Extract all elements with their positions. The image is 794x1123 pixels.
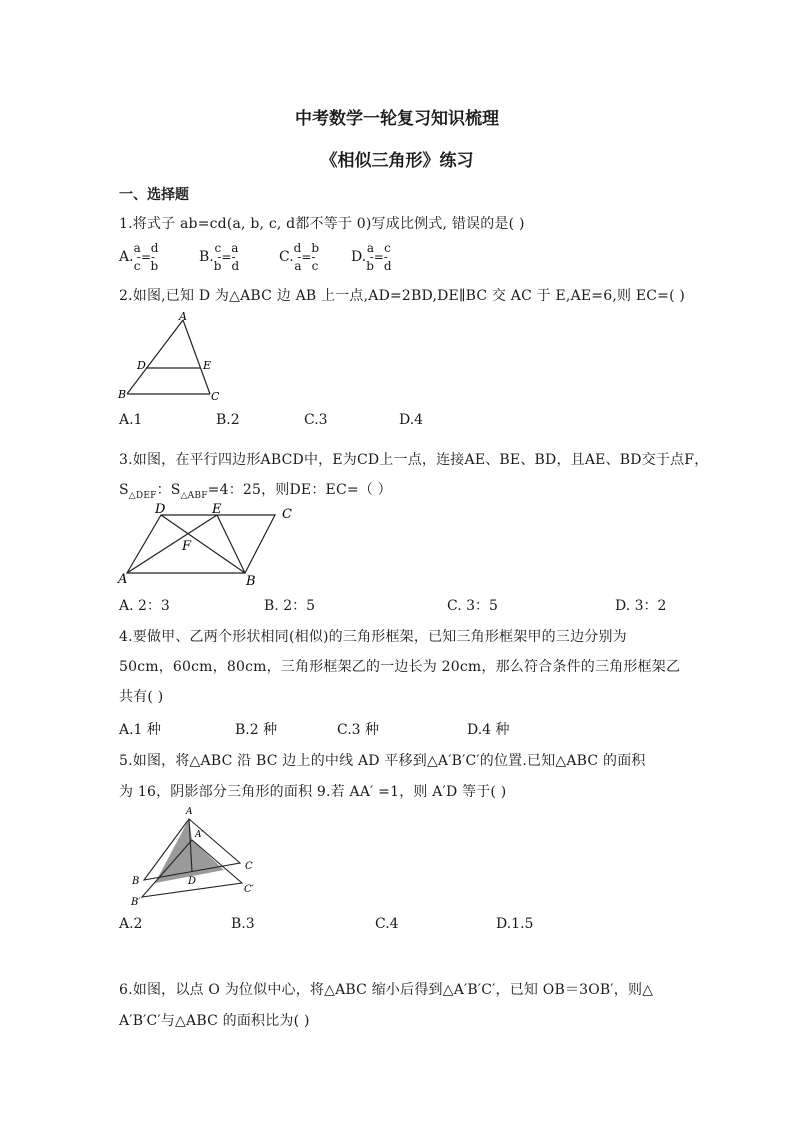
fraction-numerator: b: [311, 241, 320, 255]
question-2-option-c: C.3: [304, 412, 328, 428]
label-b: B: [246, 574, 256, 589]
question-5-line1: 5.如图，将△ABC 沿 BC 边上的中线 AD 平移到△A′B′C′的位置.已知△ABC 的面积: [119, 753, 646, 769]
fraction-denominator: c: [133, 259, 141, 273]
fraction-denominator: b: [150, 259, 159, 273]
label-c: C: [245, 861, 253, 872]
option-label: A.: [119, 249, 134, 265]
fraction-denominator: a: [294, 259, 302, 273]
fraction-denominator: c: [311, 259, 319, 273]
question-5-option-a: A.2: [119, 916, 143, 932]
question-2-option-b: B.2: [216, 412, 240, 428]
question-3-option-a: A. 2：3: [119, 598, 170, 614]
label-b: B: [118, 388, 127, 401]
option-label: C.: [279, 249, 294, 265]
label-a-prime: A′: [195, 830, 204, 840]
fraction-numerator: a: [133, 241, 141, 255]
question-3-option-d: D. 3：2: [615, 598, 667, 614]
label-c: C: [282, 507, 292, 522]
question-1-stem: 1.将式子 ab=cd(a, b, c, d都不等于 0)写成比例式, 错误的是( ): [119, 216, 525, 232]
question-6-line2: A′B′C′与△ABC 的面积比为( ): [119, 1013, 310, 1029]
question-5-line2: 为 16，阴影部分三角形的面积 9.若 AA′ =1，则 A′D 等于( ): [119, 784, 507, 800]
label-c: C: [211, 390, 220, 402]
question-3-figure: [115, 500, 305, 590]
question-4-option-c: C.3 种: [337, 722, 380, 738]
option-d: [351, 242, 392, 272]
question-4-line3: 共有( ): [119, 689, 164, 705]
fraction-denominator: d: [231, 259, 240, 273]
fraction-numerator: d: [293, 241, 302, 255]
label-a: A: [186, 807, 193, 817]
question-2-stem: 2.如图,已知 D 为△ABC 边 AB 上一点,AD=2BD,DE∥BC 交 AC 于 E,AE=6,则 EC=( ): [119, 288, 686, 304]
label-e: E: [212, 502, 222, 517]
area-symbol: S: [119, 482, 129, 498]
question-4-option-d: D.4 种: [467, 722, 510, 738]
fraction: d b -=- a c: [293, 241, 320, 273]
fraction-denominator: b: [213, 259, 222, 273]
label-b: B: [132, 876, 140, 887]
question-2-option-d: D.4: [399, 412, 424, 428]
fraction-numerator: d: [150, 241, 159, 255]
option-c: [279, 242, 351, 272]
option-a: [119, 242, 199, 272]
page-title: 中考数学一轮复习知识梳理: [295, 109, 499, 129]
question-1-options: [119, 242, 392, 272]
question-6-line1: 6.如图，以点 O 为位似中心，将△ABC 缩小后得到△A′B′C′，已知 OB＝3OB′，则△: [119, 982, 654, 998]
fraction: c a -=- b d: [213, 241, 240, 273]
option-b: [199, 242, 279, 272]
label-d: D: [188, 876, 197, 887]
question-5-figure: [125, 800, 265, 910]
label-a: A: [118, 572, 128, 587]
fraction-denominator: d: [383, 259, 392, 273]
fraction-numerator: a: [231, 241, 239, 255]
label-a: A: [179, 310, 187, 323]
option-label: D.: [351, 249, 367, 265]
label-f: F: [182, 539, 192, 554]
section-heading: 一、选择题: [119, 187, 189, 203]
question-2-option-a: A.1: [119, 412, 143, 428]
question-5-option-c: C.4: [375, 916, 399, 932]
question-2-figure: [115, 310, 225, 402]
area-subscript: △DEF: [128, 490, 157, 501]
question-4-line1: 4.要做甲、乙两个形状相同(相似)的三角形框架，已知三角形框架甲的三边分别为: [119, 629, 627, 645]
area-subscript: △ABF: [180, 490, 208, 501]
label-d: D: [137, 359, 146, 372]
question-4-option-a: A.1 种: [119, 722, 161, 738]
question-5-option-d: D.1.5: [496, 916, 534, 932]
fraction-denominator: b: [366, 259, 374, 273]
question-4-option-b: B.2 种: [235, 722, 278, 738]
fraction: a c -=- b d: [366, 241, 392, 273]
question-5-option-b: B.3: [231, 916, 255, 932]
question-3-stem-line2: [119, 479, 392, 501]
option-label: B.: [199, 249, 214, 265]
page-subtitle: 《相似三角形》练习: [320, 151, 474, 171]
label-e: E: [203, 359, 212, 372]
fraction-numerator: a: [366, 241, 375, 255]
label-c-prime: C′: [244, 884, 254, 895]
question-4-line2: 50cm，60cm，80cm，三角形框架乙的一边长为 20cm，那么符合条件的三角形框架乙: [119, 659, 681, 675]
fraction: a d -=- c b: [133, 241, 159, 273]
question-3-option-b: B. 2：5: [264, 598, 316, 614]
question-3-stem-line1: 3.如图，在平行四边形ABCD中，E为CD上一点，连接AE、BE、BD，且AE、BD交于点F，: [119, 452, 709, 468]
label-b-prime: B′: [131, 897, 141, 908]
fraction-numerator: c: [214, 241, 222, 255]
question-3-option-c: C. 3：5: [447, 598, 498, 614]
text-run: ：S: [156, 482, 181, 498]
text-run: =4：25，则DE：EC=（ ）: [207, 482, 392, 498]
label-d: D: [155, 502, 166, 517]
fraction-numerator: c: [384, 241, 391, 255]
